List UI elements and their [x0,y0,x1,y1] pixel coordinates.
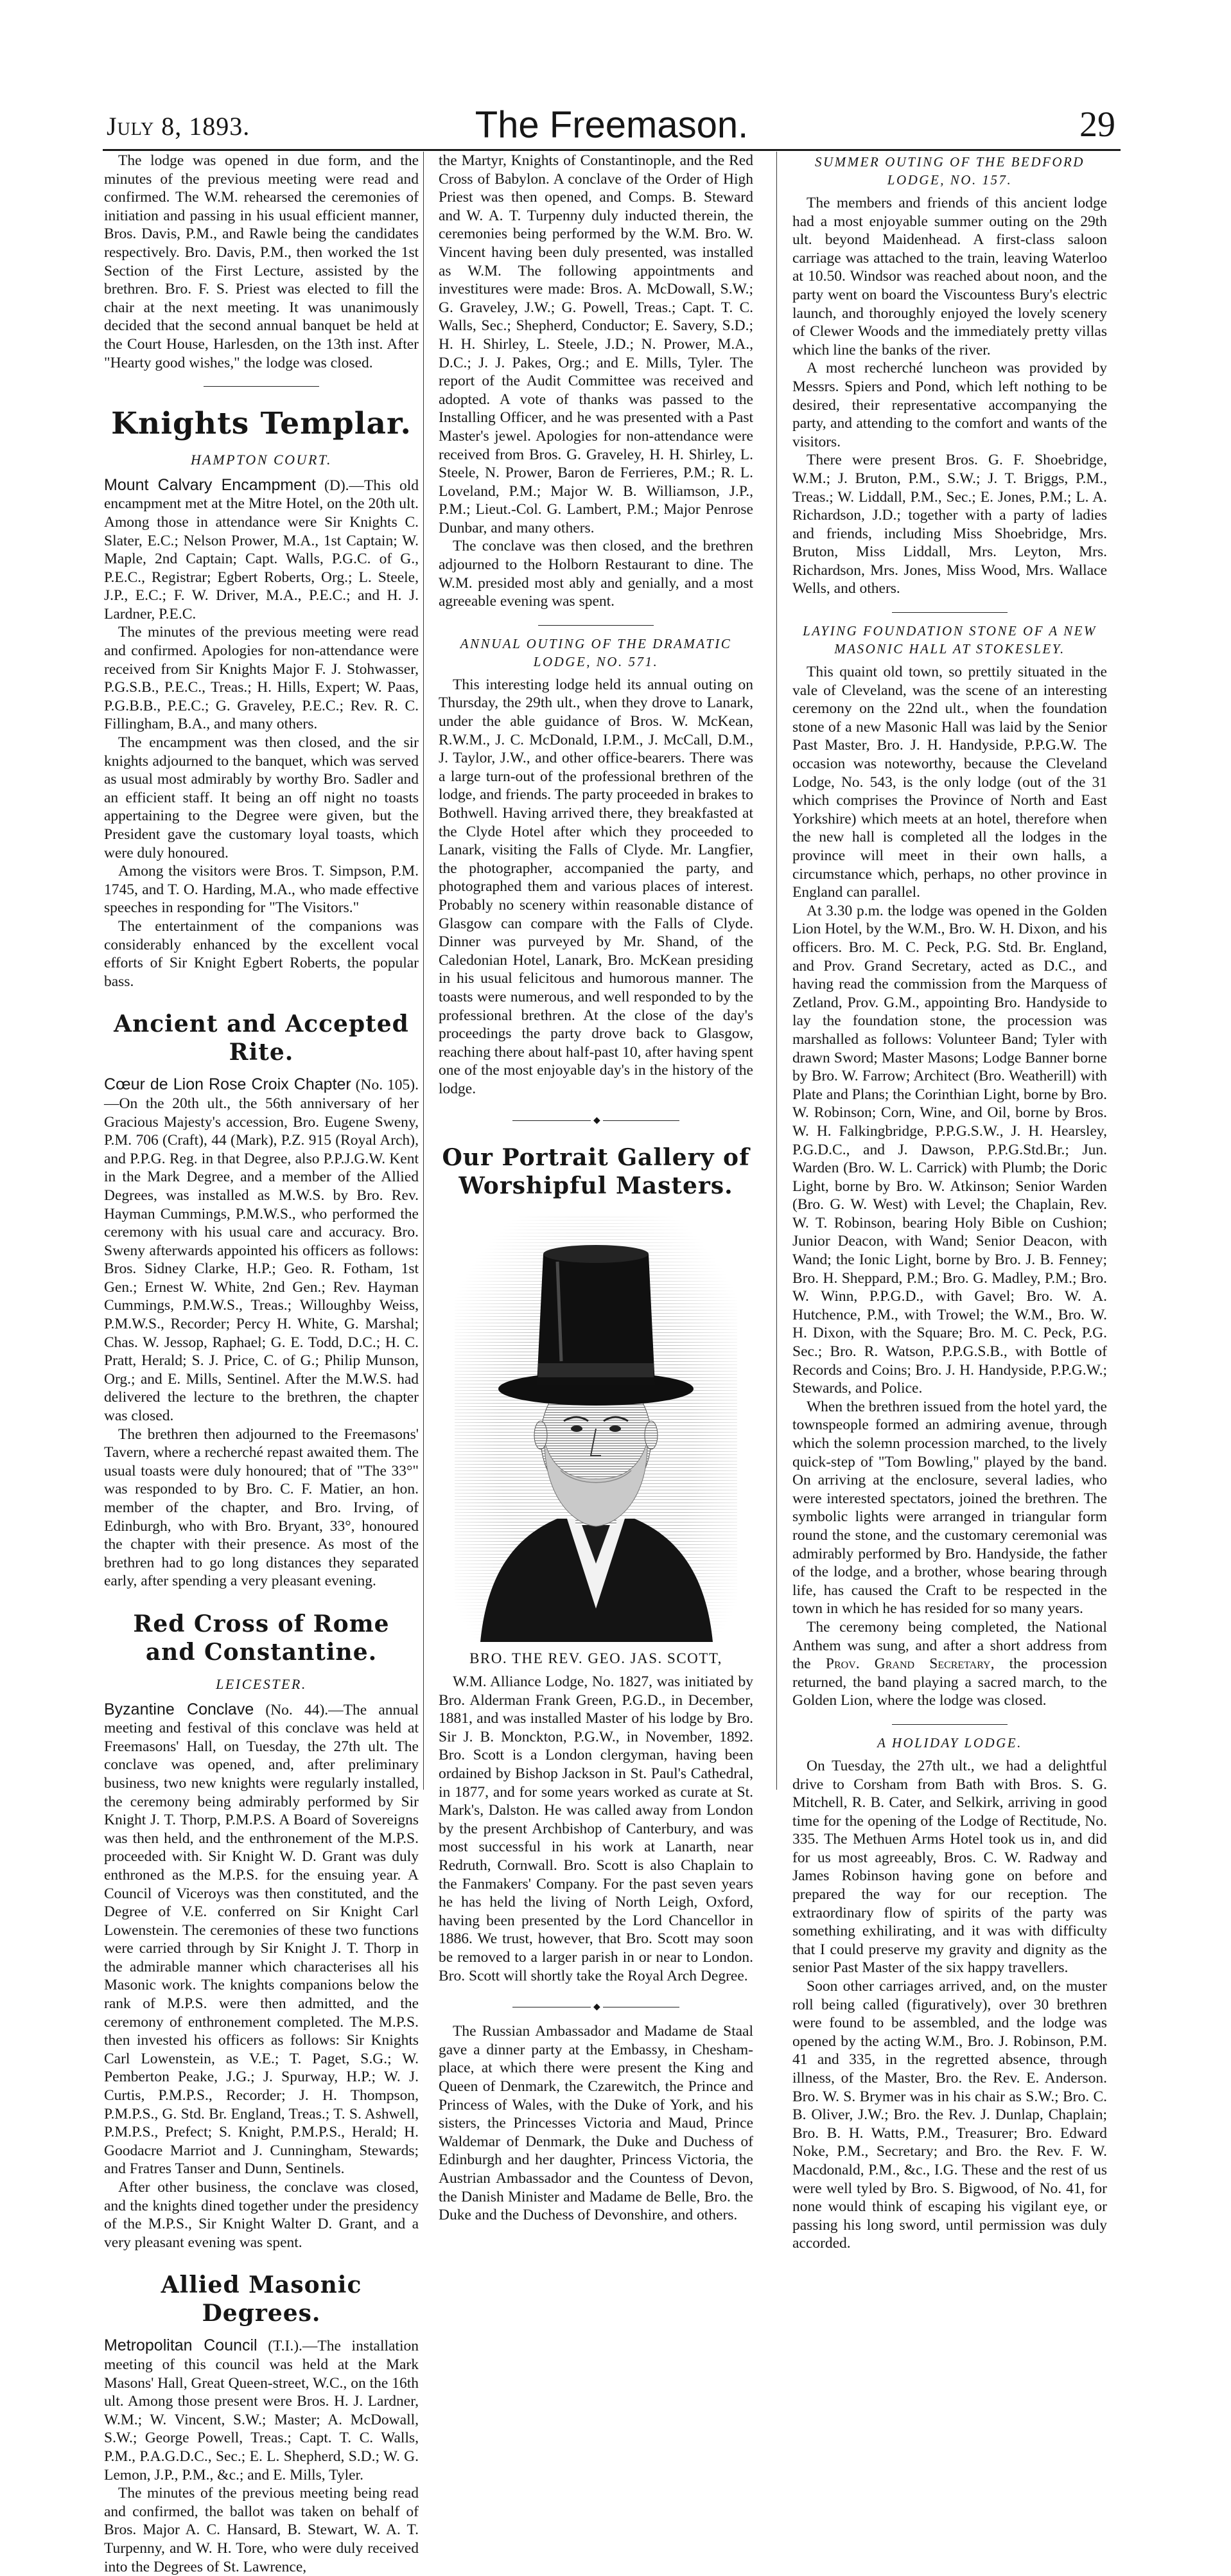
report-paragraph: The minutes of the previous meeting were read and confirmed. Apologies for non-attendance were received from Sir Knights Major F. J. Stohwasser, P.G.S.B., P.E.C., Treas.; H. Hills, Expert; W. Paas, P.G.B.B., P.E.C.; G. Graveley, P.E.C.; Rev. R. C. Fillingham, B.A., and many others. [104,624,419,733]
section-heading-red-cross: Red Cross of Rome and Constantine. [133,1610,390,1666]
location-subheading: LEICESTER. [216,1675,307,1692]
article-paragraph: The members and friends of this ancient lodge had a most enjoyable summer outing on the 29th ult. beyond Maidenhead. A first-class saloon carriage was attached to the train, leaving Waterloo at 10.50. Windsor was reached about noon, and the party went on board the Viscountess Bury's electric launch, and thoroughly enjoyed the lovely scenery of Clewer Woods and the immediately pretty villas which line the banks of the river. [792,195,1107,358]
lodge-name: Cœur de Lion Rose Croix Chapter [104,1075,351,1094]
report-paragraph: the Martyr, Knights of Constantinople, and the Red Cross of Babylon. A conclave of the Order of High Priest was then opened, and Comps. B. Steward and W. A. T. Turpenny duly inducted therein, the ceremonies being performed by the W.M. Bro. W. Vincent having been duly presented, was installed as W.M. The following appointments and investitures were made: Bros. A. McDowall, S.W.; G. Graveley, J.W.; G. Powell, Treas.; Capt. T. C. Walls, Sec.; Shepherd, Conductor; E. Savery, S.D.; H. H. Shirley, L. Steele, J.D.; N. Prower, M.A., D.C.; J. J. Pakes, Org.; and E. Mills, Tyler. The report of the Audit Committee was received and adopted. A vote of thanks was passed to the Installing Officer, and he was presented with a Past Master's jewel. Apologies for non-attendance were received from Bros. G. Graveley, H. H. Shirley, L. Steele, N. Prower, Baron de Ferrieres, P.M.; R. L. Loveland, P.M.; Major W. B. Williamson, J.P., P.M.; Lieut.-Col. G. Lambert, P.M.; Major Penrose Dunbar, and many others. [439,152,753,536]
section-divider [538,625,654,626]
section-divider [512,1115,679,1125]
diamond-ornament: ◆ [591,2003,603,2012]
column-rule [423,152,424,1790]
article-paragraph: Soon other carriages arrived, and, on the muster roll being called (figuratively), over 30 brethren were found to be assembled, and the lodge was opened by the acting W.M., Bro. J. Robinson, P.M. 41 and 335, in the regretted absence, through illness, of the Master, Bro. the Rev. E. Anderson. Bro. W. S. Brymer was in his chair as S.W.; Bro. C. B. Oliver, J.W.; Bro. the Rev. J. Dunlap, Chaplain; Bro. B. H. Watts, P.M., Treasurer; Bro. Edward Noke, P.M., Secretary; and Bro. the Rev. F. W. Macdonald, P.M., &c., I.G. These and the rest of us were well tyled by Bro. S. Bigwood, of No. 41, for none would think of escaping his vigilant eye, or passing his long sword, until permission was duly accorded. [792,1978,1107,2252]
report-paragraph: Metropolitan Council (T.I.).—The installation meeting of this council was held at the Mark Masons' Hall, Great Queen-street, W.C., on the 16th ult. Among those present were Bros. H. J. Lardner, W.M.; W. Vincent, S.W.; Master; A. McDowall, S.W.; George Powell, Treas.; Capt. T. C. Walls, P.M., P.A.G.D.C., Sec.; E. L. Shepherd, S.D.; W. G. Lemon, J.P., P.M., &c.; and E. Mills, Tyler. [104,2336,419,2483]
report-paragraph: Cœur de Lion Rose Croix Chapter (No. 105).—On the 20th ult., the 56th anniversary of her Gracious Majesty's accession, Bro. Eugene Sweny, P.M. 706 (Craft), 44 (Mark), P.Z. 915 (Royal Arch), and P.P.G. Reg. in that Degree, also P.P.J.G.W. Kent in the Mark Degree, and a member of the Allied Degrees, was installed as M.W.S. by Bro. Rev. Hayman Cummings, P.M.W.S., who performed the ceremony with his usual care and accuracy. Bro. Sweny afterwards appointed his officers as follows: Bros. Sidney Clarke, H.P.; Geo. R. Fotham, 1st Gen.; Ernest W. White, 2nd Gen.; Rev. Hayman Cummings, P.M.W.S., Treas.; Willoughby Weiss, P.M.W.S., Recorder; Percy H. White, G. Marshal; Chas. W. Jessop, Raphael; G. E. Todd, D.C.; H. C. Pratt, Herald; S. J. Price, C. of G.; Philip Munson, Org.; and E. Mills, Sentinel. After the M.W.S. had delivered the lecture to the brethren, the chapter was closed. [104,1075,419,1425]
article-heading-stokesley: LAYING FOUNDATION STONE OF A NEW MASONIC HALL AT STOKESLEY. [803,623,1097,657]
article-paragraph: When the brethren issued from the hotel yard, the townspeople formed an admiring avenue, through which the solemn procession marched, to the lively quick-step of "Tom Bowling," played by the band. On arriving at the enclosure, several ladies, who were interested spectators, joined the brethren. The symbolic lights were arranged in triangular form round the stone, and the customary ceremonial was admirably performed by Bro. Handyside, the father of the lodge, and a brother, whose bearing through life, has caused the Craft to be respected in the town in which he has resided for so many years. [792,1398,1107,1618]
section-divider [892,1724,1008,1725]
column-3 [792,152,1107,2252]
report-paragraph: Byzantine Conclave (No. 44).—The annual meeting and festival of this conclave was held at Freemasons' Hall, on Tuesday, the 27th ult. The conclave was opened, and, after preliminary business, two new knights were regularly installed, the ceremony being admirably performed by Sir Knight J. T. Thorp, P.M.P.S. A Board of Sovereigns was then held, and the enthronement of the M.P.S. proceeded with. Sir Knight W. D. Grant was duly enthroned as the M.P.S. for the ensuing year. A Council of Viceroys was then constituted, and the Degree of V.E. conferred on Sir Knight Carl Lowenstein. The ceremonies of these two functions were carried through by Sir Knight J. T. Thorp in the admirable manner which characterises all his Masonic work. The knights companions below the rank of M.P.S. were then admitted, and the ceremony of enthronement completed. The M.P.S. then invested his officers as follows: Sir Knights Carl Lowenstein, as V.E.; T. Paget, S.G.; W. Pemberton Peake, J.G.; J. Spurway, H.P.; W. J. Curtis, P.M.P.S., Recorder; J. H. Thompson, P.M.P.S., G. Std. Br. England, Treas.; T. S. Ashwell, P.M.P.S., Prefect; S. Knight, P.M.P.S., Herald; H. Goodacre Marriot and J. Cunningham, Stewards; and Fratres Tanser and Dunn, Sentinels. [104,1700,419,2178]
column-2 [439,152,753,2224]
report-paragraph: After other business, the conclave was closed, and the knights dined together under the presidency of the M.P.S., Sir Knight Walter D. Grant, and a very pleasant evening was spent. [104,2179,419,2251]
masthead-title: The Freemason. [475,104,749,146]
section-divider [892,612,1008,613]
lodge-name: Mount Calvary Encampment [104,475,316,494]
portrait-engraving [455,1217,737,1642]
report-paragraph: The conclave was then closed, and the brethren adjourned to the Holborn Restaurant to dine. The W.M. presided most ably and genially, and a most agreeable evening was spent. [439,538,753,610]
article-paragraph: A most recherché luncheon was provided by Messrs. Spiers and Pond, which left nothing to be desired, their representative accompanying the party, and attending to the comfort and wants of the visitors. [792,360,1107,450]
diamond-ornament: ◆ [591,1116,603,1125]
page-number: 29 [1079,105,1115,145]
lodge-name: Byzantine Conclave [104,1700,254,1718]
section-heading-allied-masonic: Allied Masonic Degrees. [161,2272,362,2327]
section-heading-ancient-accepted-rite: Ancient and Accepted Rite. [114,1010,409,1066]
article-paragraph: On Tuesday, the 27th ult., we had a delightful drive to Corsham from Bath with Bros. S. G. Mitchell, R. B. Cater, and Selkirk, arriving in good time for the opening of the Lodge of Rectitude, No. 335. The Methuen Arms Hotel took us in, and did for us most agreeably, Bros. C. W. Radway and James Robinson having gone on before and prepared the way for our reception. The extraordinary flow of spirits of the party was something exhilirating, and it was with difficulty that I could preserve my gravity and dignity as the senior Past Master of the six happy travellers. [792,1757,1107,1977]
column-1 [104,152,419,2575]
biography-paragraph: W.M. Alliance Lodge, No. 1827, was initiated by Bro. Alderman Frank Green, P.G.D., in December, 1881, and was installed Master of his lodge by Bro. Sir J. B. Monckton, P.G.W., in November, 1892. Bro. Scott is a London clergyman, having been ordained by Bishop Jackson in St. Paul's Cathedral, in 1877, and for some years worked as curate at St. Mark's, Dalston. He was called away from London by the present Archbishop of Canterbury, and was most successful in his work at Lanarth, near Redruth, Cornwall. Bro. Scott is also Chaplain to the Fanmakers' Company. For the past seven years he has held the living of North Leigh, Oxford, having been presented by the Lord Chancellor in 1886. We trust, however, that Bro. Scott may soon be removed to a larger parish in or near to London. Bro. Scott will shortly take the Royal Arch Degree. [439,1673,753,1984]
report-paragraph: Mount Calvary Encampment (D).—This old encampment met at the Mitre Hotel, on the 20th ult. Among those in attendance were Sir Knights C. Slater, E.C.; Nelson Prower, M.A., 1st Captain; W. Maple, 2nd Captain; Capt. Walls, P.G.C. of G., P.E.C., Registrar; Egbert Roberts, Org.; L. Steele, J.P., E.C.; F. W. Driver, M.A., P.E.C.; and H. J. Lardner, P.E.C. [104,475,419,622]
column-rule [776,152,777,1790]
article-paragraph: The ceremony being completed, the National Anthem was sung, and after a short address from the Prov. Grand Secretary, the procession returned, the band playing a sacred march, to the Golden Lion, where the lodge was closed. [792,1618,1107,1709]
article-heading-holiday-lodge: A HOLIDAY LODGE. [877,1734,1022,1751]
header-rule [103,149,1121,151]
report-paragraph: The entertainment of the companions was considerably enhanced by the excellent vocal efforts of Sir Knight Egbert Roberts, the popular bass. [104,917,419,990]
small-caps-title: Prov. Grand Secretary [825,1655,991,1673]
report-paragraph: Among the visitors were Bros. T. Simpson, P.M. 1745, and T. O. Harding, M.A., who made effective speeches in responding for "The Visitors." [104,863,419,917]
article-heading-bedford-lodge: SUMMER OUTING OF THE BEDFORD LODGE, NO. 157. [815,154,1085,188]
report-paragraph: The brethren then adjourned to the Freemasons' Tavern, where a recherché repast awaited them. The usual toasts were duly honoured; that of "The 33°" was responded to by Bro. C. F. Matier, an hon. member of the chapter, and Bro. Irving, of Edinburgh, who with Bro. Bryant, 33°, honoured the chapter with their presence. As most of the brethren had to go long distances they separated early, after spending a very pleasant evening. [104,1425,419,1590]
report-paragraph: The minutes of the previous meeting being read and confirmed, the ballot was taken on behalf of Bros. Major A. C. Hansard, B. Stewart, W. A. T. Turpenny, and W. H. Tore, who were duly received into the Degrees of St. Lawrence, [104,2485,419,2575]
section-divider [204,386,319,387]
portrait-gallery-heading: Our Portrait Gallery of Worshipful Masters. [442,1143,750,1199]
portrait-caption: BRO. THE REV. GEO. JAS. SCOTT, [469,1650,722,1666]
portrait-image [455,1217,737,1642]
report-paragraph: The encampment was then closed, and the sir knights adjourned to the banquet, which was served as usual most admirably by worthy Bro. Sadler and an efficient staff. It being an off night no toasts appertaining to the Degree were given, but the President gave the customary loyal toasts, which were duly honoured. [104,734,419,861]
issue-date: July 8, 1893. [107,112,250,141]
article-paragraph: There were present Bros. G. F. Shoebridge, W.M.; J. Bruton, P.M., S.W.; J. T. Briggs, P.M., Treas.; W. Liddall, P.M., Sec.; E. Jones, P.M.; L. A. Richardson, J.D.; together with a party of ladies and friends, including Miss Shoebridge, Mrs. Bruton, Miss Liddall, Mrs. Leyton, Mrs. Richardson, Mrs. Jones, Miss Wood, Mrs. Wallace Wells, and others. [792,452,1107,597]
lodge-name: Metropolitan Council [104,2336,258,2355]
location-subheading: HAMPTON COURT. [191,452,332,468]
article-paragraph: This quaint old town, so prettily situated in the vale of Cleveland, was the scene of an interesting ceremony on the 22nd ult., when the foundation stone of a new Masonic Hall was laid by the Senior Past Master, Bro. J. H. Handyside, P.P.G.W. The occasion was noteworthy, because the Cleveland Lodge, No. 543, is the only lodge (out of the 31 which comprises the Province of North and East Yorkshire) which meets at an hotel, therefore when the new hall is completed all the lodges in the province will meet in their own halls, a circumstance which, perhaps, no other province in England can parallel. [792,664,1107,901]
section-divider [512,2004,679,2011]
article-heading-dramatic-lodge: ANNUAL OUTING OF THE DRAMATIC LODGE, NO. 571. [460,635,732,669]
page-header [103,95,1121,146]
article-paragraph: This interesting lodge held its annual outing on Thursday, the 29th ult., when they drove to Lanark, under the able guidance of Bros. W. McKean, R.W.M., J. C. McDonald, I.P.M., J. McCall, D.M., J. Taylor, J.W., and other office-bearers. There was a large turn-out of the professional brethren of the lodge, and friends. The party proceeded in brakes to Bothwell. Having arrived there, they breakfasted at the Clyde Hotel after which they proceeded to Lanark, visiting the Falls of Clyde. Mr. Langfier, the photographer, accompanied the party, and photographed them and various places of interest. Probably no scenery within reasonable distance of Glasgow can compare with the Falls of Clyde. Dinner was purveyed by Mr. Shand, of the Caledonian Hotel, Lanark, Bro. McKean presiding in his usual felicitous and humorous manner. The toasts were numerous, and well responded to by the professional brethren. At the close of the day's proceedings the party drove back to Glasgow, reaching there about half-past 10, after having spent one of the most enjoyable day's in the history of the lodge. [439,676,753,1097]
article-paragraph: At 3.30 p.m. the lodge was opened in the Golden Lion Hotel, by the W.M., Bro. W. H. Dixon, and his officers. Bro. M. C. Peck, P.G. Std. Br. England, and Prov. Grand Secretary, acted as D.C., and having read the commission from the Marquess of Zetland, Prov. G.M., appointing Bro. Handyside to lay the foundation stone, the procession was marshalled as follows: Volunteer Band; Tyler with drawn Sword; Master Masons; Lodge Banner borne by Bro. W. Farrow; Architect (Bro. Weatherill) with Plate and Plans; the Corinthian Light, borne by Bro. W. Robinson; Corn, Wine, and Oil, borne by Bros. W. H. Falkingbridge, P.P.G.S.W., J. H. Hearsley, P.G.D.C., and J. Dawson, P.P.G.Std.Br.; Jun. Warden (Bro. W. L. Carrick) with Plumb; the Doric Light, borne by Bro. W. Atkinson; Senior Warden (Bro. G. W. West) with Level; the Chaplain, Rev. W. T. Robinson, bearing Holy Bible on Cushion; Junior Deacon, with Wand; Senior Deacon, with Wand; the Ionic Light, borne by Bro. J. B. Fenney; Bro. H. Sheppard, P.M.; Bro. G. Madley, P.M.; Bro. W. Winn, P.P.G.D., with Gavel; Bro. W. A. Hutchence, P.M., with Trowel; the W.M., Bro. W. H. Dixon, with the Square; Bro. M. C. Peck, P.G. Sec.; Bro. R. Watson, P.P.G.S.B., with Bottle of Records and Coins; Bro. J. H. Handyside, P.P.G.W.; Stewards, and Police. [792,902,1107,1397]
section-heading-knights-templar: Knights Templar. [111,406,412,442]
article-paragraph: The Russian Ambassador and Madame de Staal gave a dinner party at the Embassy, in Chesham-place, at which there were present the King and Queen of Denmark, the Czarewitch, the Prince and Princess of Wales, with the Duke of York, and his sisters, the Princesses Victoria and Maud, Prince Waldemar of Denmark, the Duke and Duchess of Edinburgh and her daughter, Princess Victoria, the Austrian Ambassador and the Countess of Devon, the Danish Minister and Madame de Belle, Bro. the Duke and the Duchess of Devonshire, and others. [439,2023,753,2224]
lodge-report-paragraph: The lodge was opened in due form, and the minutes of the previous meeting were read and confirmed. The W.M. rehearsed the ceremonies of initiation and passing in his usual efficient manner, Bros. Davis, P.M., and Rawle being the candidates respectively. Bro. Davis, P.M., then worked the 1st Section of the First Lecture, assisted by the brethren. Bro. F. S. Priest was elected to fill the chair at the next meeting. It was unanimously decided that the second annual banquet be held at the Court House, Harlesden, on the 13th inst. After "Hearty good wishes," the lodge was closed. [104,152,419,371]
